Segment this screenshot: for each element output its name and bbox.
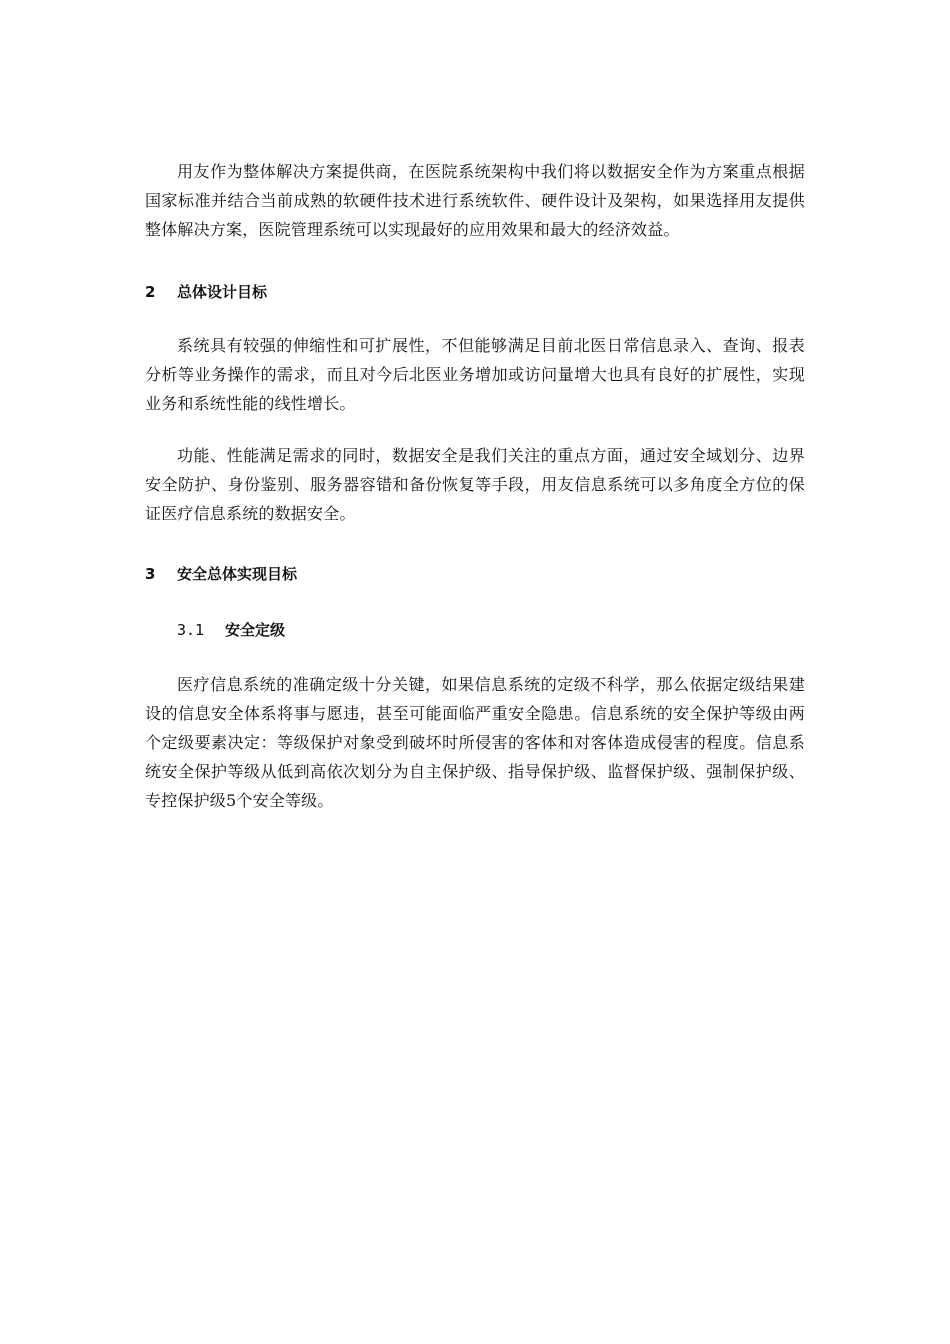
section-3-number: 3 [145, 565, 156, 583]
section-3-title: 安全总体实现目标 [177, 565, 298, 583]
section-3-heading [145, 564, 297, 584]
section-2-heading [145, 282, 267, 302]
section-3-1-number: 3.1 [177, 621, 205, 639]
section-3-1-paragraph: 医疗信息系统的准确定级十分关键，如果信息系统的定级不科学，那么依据定级结果建设的信息安全体系将事与愿违，甚至可能面临严重安全隐患。信息系统的安全保护等级由两个定级要素决定：等级保护对象受到破坏时所侵害的客体和对客体造成侵害的程度。信息系统安全保护等级从低到高依次划分为自主保护级、指导保护级、监督保护级、强制保护级、专控保护级5个安全等级。 [145, 675, 805, 810]
section-2-paragraph-2: 功能、性能满足需求的同时，数据安全是我们关注的重点方面，通过安全域划分、边界安全防护、身份鉴别、服务器容错和备份恢复等手段，用友信息系统可以多角度全方位的保证医疗信息系统的数据安全。 [145, 446, 805, 523]
section-2-number: 2 [145, 283, 156, 301]
section-2-title: 总体设计目标 [177, 283, 268, 301]
section-3-1-title: 安全定级 [225, 621, 286, 639]
section-3-1-heading [177, 620, 285, 640]
intro-paragraph: 用友作为整体解决方案提供商，在医院系统架构中我们将以数据安全作为方案重点根据国家标准并结合当前成熟的软硬件技术进行系统软件、硬件设计及架构，如果选择用友提供整体解决方案，医院管理系统可以实现最好的应用效果和最大的经济效益。 [145, 162, 805, 239]
section-2-paragraph-1: 系统具有较强的伸缩性和可扩展性，不但能够满足目前北医日常信息录入、查询、报表分析等业务操作的需求，而且对今后北医业务增加或访问量增大也具有良好的扩展性，实现业务和系统性能的线性增长。 [145, 336, 805, 413]
